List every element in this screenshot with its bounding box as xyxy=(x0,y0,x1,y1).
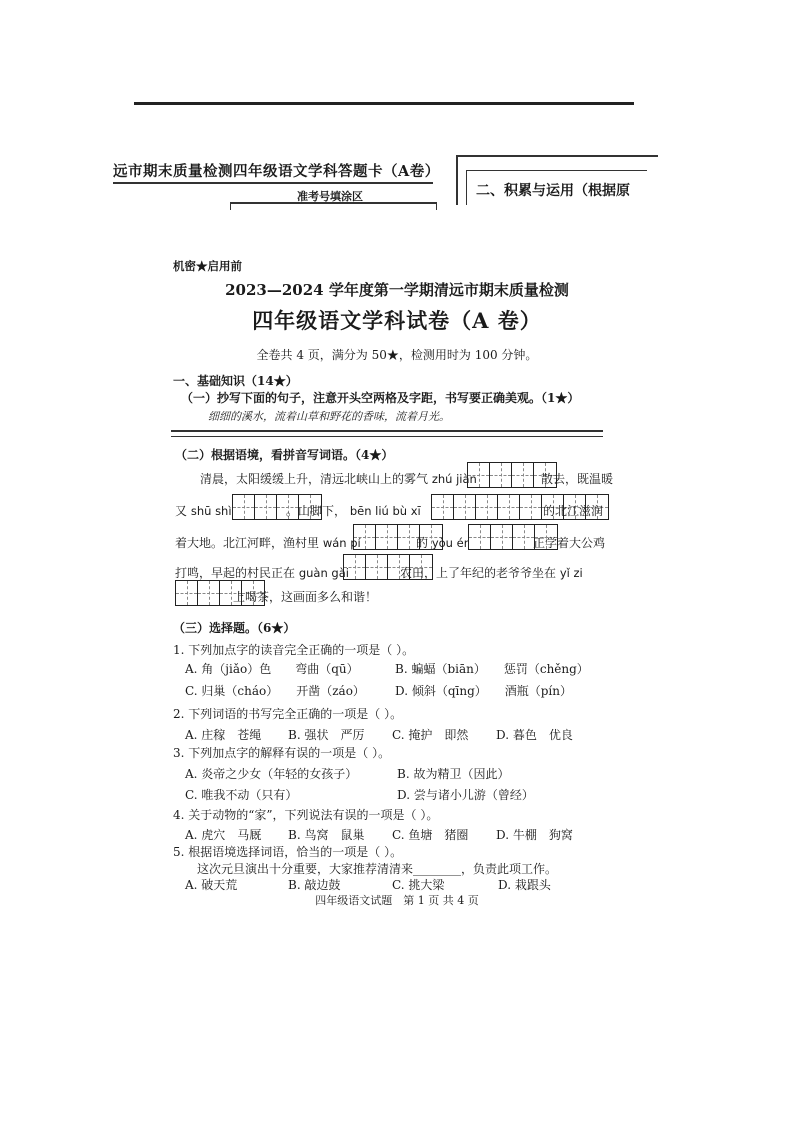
mc-5-option-c[interactable]: C. 挑大梁 xyxy=(392,878,445,892)
pinyin: shū shì xyxy=(190,504,232,518)
q2-line-3-end: 正学着大公鸡 xyxy=(533,536,606,550)
mc-2-option-a[interactable]: A. 庄稼 苍绳 xyxy=(185,728,262,742)
mc-5-option-b[interactable]: B. 敲边鼓 xyxy=(288,878,341,892)
pinyin: yòu ér xyxy=(431,536,469,550)
mc-4-stem: 4. 关于动物的“家”，下列说法有误的一项是（ ）。 xyxy=(173,808,439,822)
q3-title: （三）选择题。（6★） xyxy=(173,621,296,635)
section-1-title: 一、基础知识（14★） xyxy=(173,374,298,388)
mc-3-option-b[interactable]: B. 故为精卫（因此） xyxy=(397,767,510,781)
mc-4-option-a[interactable]: A. 虎穴 马厩 xyxy=(185,828,262,842)
paper-title: 四年级语文学科试卷（A 卷） xyxy=(252,308,542,333)
q2-line-3-mid: 的 yòu ér xyxy=(416,536,469,550)
q2-line-1-end: 散去，既温暖 xyxy=(541,472,614,486)
mc-4-option-c[interactable]: C. 鱼塘 猪圈 xyxy=(392,828,469,842)
pinyin: yǐ zi xyxy=(559,566,583,580)
pinyin: zhú jiàn xyxy=(431,472,477,486)
q2-title: （二）根据语境，看拼音写词语。（4★） xyxy=(175,448,394,462)
pinyin: guàn gài xyxy=(298,566,349,580)
mc-4-option-d[interactable]: D. 牛棚 狗窝 xyxy=(496,828,573,842)
q1-sentence: 细细的溪水，流着山草和野花的香味，流着月光。 xyxy=(208,410,450,423)
q2-line-2-start: 又 shū shì xyxy=(175,504,232,518)
mc-4-option-b[interactable]: B. 鸟窝 鼠巢 xyxy=(288,828,365,842)
mc-3-stem: 3. 下列加点字的解释有误的一项是（ ）。 xyxy=(173,746,391,760)
mc-5-option-d[interactable]: D. 栽跟头 xyxy=(498,878,551,892)
pinyin: wán pí xyxy=(322,536,361,550)
q2-line-4-mid: 农田，上了年纪的老爷爷坐在 yǐ zi xyxy=(400,566,583,580)
mc-1-option-b[interactable]: B. 蝙蝠（biān） 惩罚（chěng） xyxy=(395,662,589,676)
q2-line-3-start: 着大地。北江河畔，渔村里 wán pí xyxy=(175,536,361,550)
right-panel-title: 二、积累与运用（根据原 xyxy=(476,183,630,199)
page-footer: 四年级语文试题 第 1 页 共 4 页 xyxy=(315,894,479,907)
mc-2-option-c[interactable]: C. 掩护 即然 xyxy=(392,728,469,742)
id-fill-area-label: 准考号填涂区 xyxy=(297,190,363,203)
id-fill-box xyxy=(230,202,437,210)
mc-2-option-d[interactable]: D. 暮色 优良 xyxy=(496,728,573,742)
q2-line-2-end: 的北江滋润 xyxy=(543,504,604,518)
mc-2-option-b[interactable]: B. 强状 严厉 xyxy=(288,728,365,742)
q2-line-4-start: 打鸣，早起的村民正在 guàn gài xyxy=(175,566,349,580)
answer-card-title: 远市期末质量检测四年级语文学科答题卡（A卷） xyxy=(113,163,440,180)
mc-5-stem: 5. 根据语境选择词语，恰当的一项是（ ）。 xyxy=(173,845,403,859)
mc-1-stem: 1. 下列加点字的读音完全正确的一项是（ ）。 xyxy=(173,643,415,657)
section-divider-thin xyxy=(171,436,603,437)
secret-label: 机密★启用前 xyxy=(173,259,242,273)
mc-5-option-a[interactable]: A. 破天荒 xyxy=(185,878,238,892)
mc-1-option-a[interactable]: A. 角（jiǎo）色 弯曲（qū） xyxy=(185,662,359,676)
q1-title: （一）抄写下面的句子，注意开头空两格及字距，书写要正确美观。（1★） xyxy=(181,391,580,405)
mc-1-option-c[interactable]: C. 归巢（cháo） 开凿（záo） xyxy=(185,684,365,698)
q2-line-1: 清晨，太阳缓缓上升，清远北峡山上的雾气 zhú jiàn xyxy=(200,472,477,486)
mc-5-context: 这次元旦演出十分重要，大家推荐清清来________，负责此项工作。 xyxy=(197,862,558,876)
top-rule xyxy=(134,102,634,105)
mc-3-option-a[interactable]: A. 炎帝之少女（年轻的女孩子） xyxy=(185,767,358,781)
section-divider xyxy=(171,430,603,432)
exam-title: 2023—2024 学年度第一学期清远市期末质量检测 xyxy=(225,281,569,299)
q2-line-2-mid: 。山脚下， bēn liú bù xī xyxy=(286,504,421,518)
mc-1-option-d[interactable]: D. 倾斜（qīng） 酒瓶（pín） xyxy=(395,684,573,698)
mc-2-stem: 2. 下列词语的书写完全正确的一项是（ ）。 xyxy=(173,707,403,721)
answer-card-rule xyxy=(113,182,433,184)
pinyin: bēn liú bù xī xyxy=(349,504,421,518)
mc-3-option-d[interactable]: D. 尝与诸小儿游（曾经） xyxy=(397,788,534,802)
mc-3-option-c[interactable]: C. 唯我不动（只有） xyxy=(185,788,298,802)
q2-line-5: 上喝茶，这画面多么和谐！ xyxy=(233,590,378,604)
exam-info: 全卷共 4 页，满分为 50★，检测用时为 100 分钟。 xyxy=(256,348,538,362)
